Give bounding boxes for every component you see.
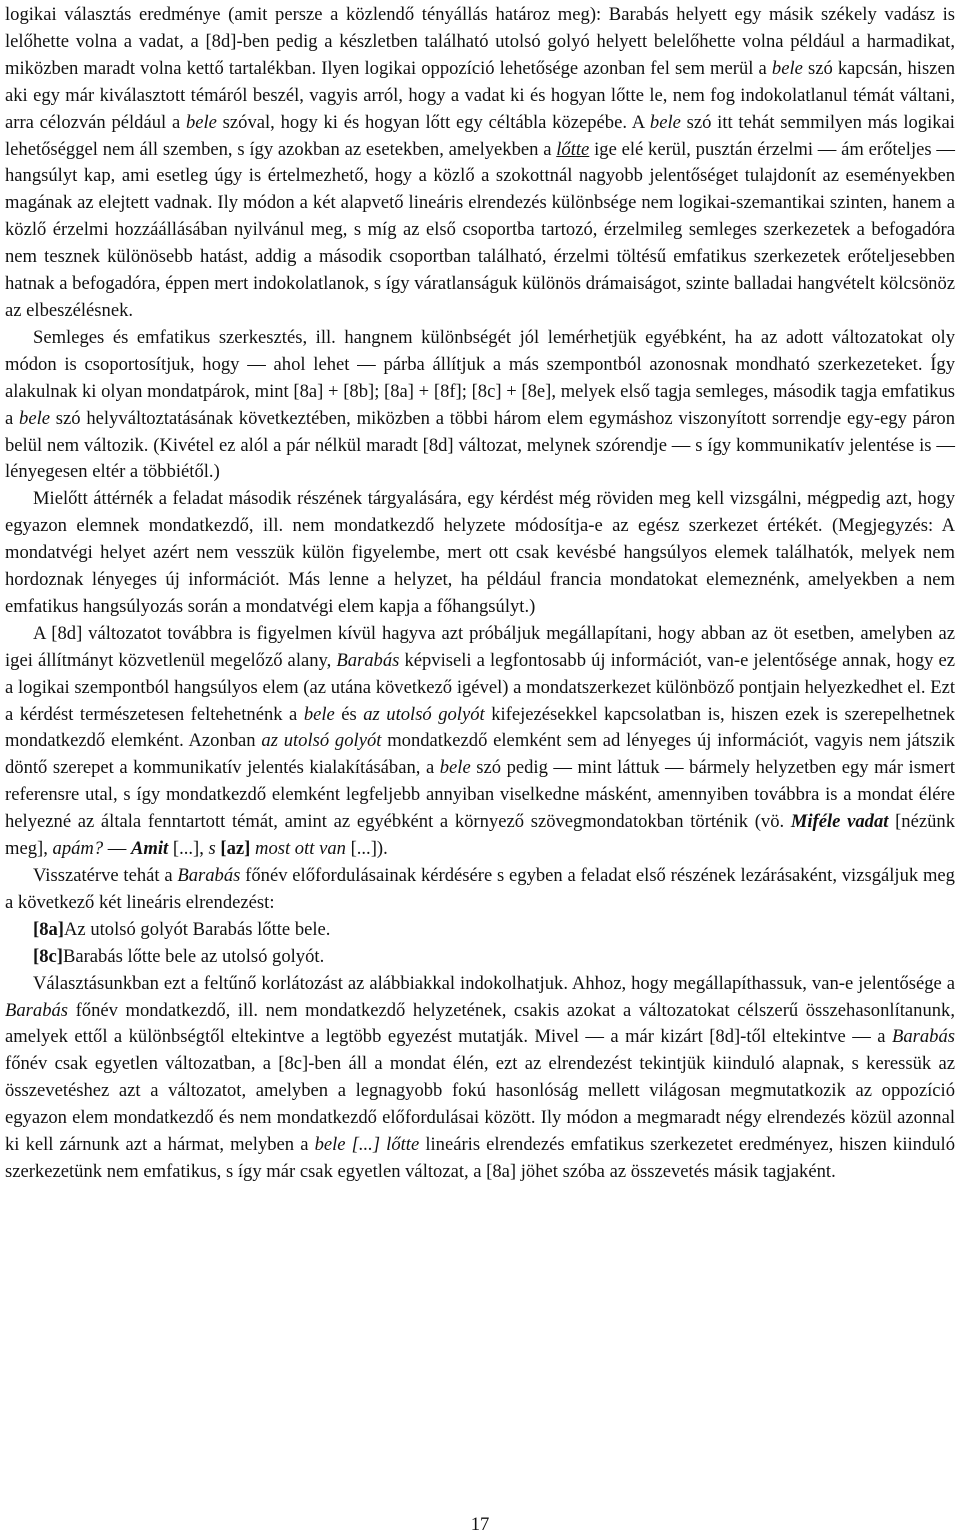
emphasis-text: Amit xyxy=(131,838,169,860)
emphasis-text: bele xyxy=(439,757,471,779)
emphasis-text: [az] xyxy=(220,838,251,860)
emphasis-text: bele xyxy=(771,57,803,79)
emphasis-text: bele xyxy=(303,703,335,725)
emphasis-text: Barabás xyxy=(177,865,241,886)
example-label: [8c] xyxy=(33,945,63,967)
body-text-bottom xyxy=(5,971,955,1186)
text-run: ige elé kerül, pusztán érzelmi — ám erőteljes — hangsúlyt kap, ami esetleg úgy is értelmezhető, hogy a közlő a szokottnál nagyobb jelentőséget tulajdonít az eseményekben magának az elejtett vadnak. Ily módon a két alapvető lineáris elrendezés különbsége nem logikai-szemantikai szinten, hanem a közlő érzelmi hozzáállásában nyilvánul meg, s míg az első csoportba tartozó, érzelmileg semleges szerkezetek a befogadóra nem tesznek különösebb hatást, addig a második csoportban található, érzelmi töltésű emfatikus szerkezetek erőteljesebben hatnak a befogadóra, éppen mert indokolatlanok, s így váratlanságuk különös drámaiságot, szinte balladai hangvételt kölcsönöz az elbeszélésnek. xyxy=(5,138,955,321)
text-run: mondatkezdő elemként sem ad lényeges új információt, vagyis nem játszik döntő szerepet a kommunikatív jelentés kialakításában, a xyxy=(5,730,955,779)
emphasis-text: s xyxy=(208,838,216,860)
emphasis-text: most ott van xyxy=(255,838,346,860)
text-run: kifejezésekkel kapcsolatban is, hiszen ezek is szerepelhetnek mondatkezdő elemként. Azonban xyxy=(5,703,955,752)
text-run: szó pedig — mint láttuk — bármely helyzetben egy már ismert referensre utal, s így mondatkezdő elemként legfeljebb annyiban viselkedne másként, amennyiben továbbra is a mondat élére helyezné az általa fenntartott témát, amint az egyébként a környező szövegmondatokban történik (vö. xyxy=(5,757,955,833)
paragraph-p6 xyxy=(5,971,955,1186)
example-text: Az utolsó golyót Barabás lőtte bele. xyxy=(63,918,331,940)
body-text-top xyxy=(5,2,955,917)
text-run: — xyxy=(103,838,132,860)
text-run: Semleges és emfatikus szerkesztés, ill. hangnem különbségét jól lemérhetjük egyébként, ha az adott változatokat oly módon is csoportosítjuk, hogy — ahol lehet — párba állítjuk a más szempontból azonosnak mondható szerkezeteket. Így alakulnak ki olyan mondatpárok, mint [8a] + [8b]; [8a] + [8f]; [8c] + [8e], melyek első tagja semleges, második tagja emfatikus a xyxy=(5,326,955,429)
paragraph-p4 xyxy=(5,621,955,863)
emphasis-text: lőtte xyxy=(556,138,590,160)
emphasis-text: apám? xyxy=(52,838,104,860)
paragraph-p3 xyxy=(5,486,955,621)
emphasis-text: bele xyxy=(19,407,51,429)
emphasis-text: Barabás xyxy=(336,649,400,671)
emphasis-text: Miféle vadat xyxy=(790,811,889,833)
emphasis-text: az utolsó golyót xyxy=(261,730,382,752)
text-run: [nézünk meg], xyxy=(5,811,955,860)
text-run: A [8d] változatot továbbra is figyelmen kívül hagyva azt próbáljuk megállapítani, hogy abban az öt esetben, amelyben az igei állítmányt közvetlenül megelőző alany, xyxy=(5,622,955,671)
emphasis-text: bele [...] lőtte xyxy=(314,1134,420,1156)
example-list xyxy=(5,917,955,971)
emphasis-text: bele xyxy=(185,111,217,133)
text-run: főnév csak egyetlen változatban, a [8c]-ben áll a mondat élén, ezt az elrendezést tekintjük kiinduló alapnak, s keressük az összevetéshez azt a változatot, amelyben a legnagyobb fokú hasonlóság mellett világosan megmutatkozik az oppozíció egyazon elem mondatkezdő és nem mondatkezdő előfordulásai között. Ily módon a megmaradt négy elrendezés közül azonnal ki kell zárnunk azt a hármat, melyben a xyxy=(5,1053,955,1156)
text-run: logikai választás eredménye (amit persze a közlendő tényállás határoz meg): Barabás helyett egy másik székely vadász is lelőhette volna a vadat, a [8d]-ben pedig a készletben található utolsó golyó helyett belelőhette volna például a harmadikat, miközben maradt volna kettő tartalékban. Ilyen logikai oppozíció lehetősége azonban fel sem merül a xyxy=(5,4,955,79)
example-text: Barabás lőtte bele az utolsó golyót. xyxy=(62,945,325,967)
example-label: [8a] xyxy=(33,918,64,940)
text-run: szó helyváltoztatásának következtében, miközben a többi három elem egymáshoz viszonyított sorrendje egy-egy páron belül nem változik. (Kivétel ez alól a pár nélkül maradt [8d] változat, melynek szórendje — s így kommunikatív jelentése is — lényegesen eltér a többiétől.) xyxy=(5,407,955,483)
text-run: Visszatérve tehát a xyxy=(33,865,178,886)
example-sentence xyxy=(5,944,955,971)
paragraph-p1 xyxy=(5,2,955,325)
text-run: szóval, hogy ki és hogyan lőtt egy céltábla közepébe. A xyxy=(216,111,650,133)
emphasis-text: Barabás xyxy=(891,1026,955,1048)
example-sentence xyxy=(5,917,955,944)
text-run: képviseli a legfontosabb új információt, van-e jelentősége annak, hogy ez a logikai szempontból hangsúlyos elem (az utána következő igével) a mondatszerkezet különböző pontjain helyezkedhet el. Ezt a kérdést természetesen feltehetnénk a xyxy=(5,649,955,725)
text-run: lineáris elrendezés emfatikus szerkezetet eredményez, hiszen kiinduló szerkezetünk nem emfatikus, s így már csak egyetlen változat, a [8a] jöhet szóba az összevetés másik tagjaként. xyxy=(5,1134,956,1182)
emphasis-text: bele xyxy=(649,111,681,133)
emphasis-text: Barabás xyxy=(5,999,69,1021)
text-run: szó itt tehát semmilyen más logikai lehetőséggel nem áll szemben, s így azokban az esetekben, amelyekben a xyxy=(5,111,955,160)
text-run: szó kapcsán, hiszen aki egy már kiválasztott témáról beszél, vagyis arról, hogy a vadat ki és hogyan lőtte le, nem fog indokolatlanul témát váltani, arra célozván például a xyxy=(5,57,955,133)
text-run: Mielőtt áttérnék a feladat második részének tárgyalására, egy kérdést még röviden meg kell vizsgálni, mégpedig azt, hogy egyazon elemnek mondatkezdő, ill. nem mondatkezdő helyzete módosítja-e az egész szerkezet értékét. (Megjegyzés: A mondatvégi helyet azért nem vesszük külön figyelembe, mert ott csak kevésbé hangsúlyos elemek találhatók, melyek nem hordoznak lényeges új információt. Más lenne a helyzet, ha például francia mondatokat elemeznénk, amelyekben a nem emfatikus hangsúlyozás során a mondatvégi elem kapja a főhangsúlyt.) xyxy=(5,488,955,617)
document-page xyxy=(5,2,955,1186)
text-run: főnév mondatkezdő, ill. nem mondatkezdő helyzetének, csakis azokat a változatokat célszerű összehasonlítanunk, amelyek ettől a különbségtől eltekintve a legtöbb egyezést mutatják. Mivel — a már kizárt [8d]-től eltekintve — a xyxy=(5,999,955,1048)
text-run: és xyxy=(334,703,364,725)
text-run: [...]). xyxy=(345,838,388,860)
emphasis-text: az utolsó golyót xyxy=(363,703,485,725)
text-run: Választásunkban ezt a feltűnő korlátozást az alábbiakkal indokolhatjuk. Ahhoz, hogy megállapíthassuk, van-e jelentősége a xyxy=(33,972,955,994)
paragraph-p2 xyxy=(5,325,955,486)
text-run: főnév előfordulásainak kérdésére s egyben a feladat első részének lezárásaként, vizsgáljuk meg a következő két lineáris elrendezést: xyxy=(5,865,955,913)
paragraph-p5 xyxy=(5,863,955,917)
page-number: 17 xyxy=(470,1514,490,1535)
text-run: [...], xyxy=(168,838,209,860)
